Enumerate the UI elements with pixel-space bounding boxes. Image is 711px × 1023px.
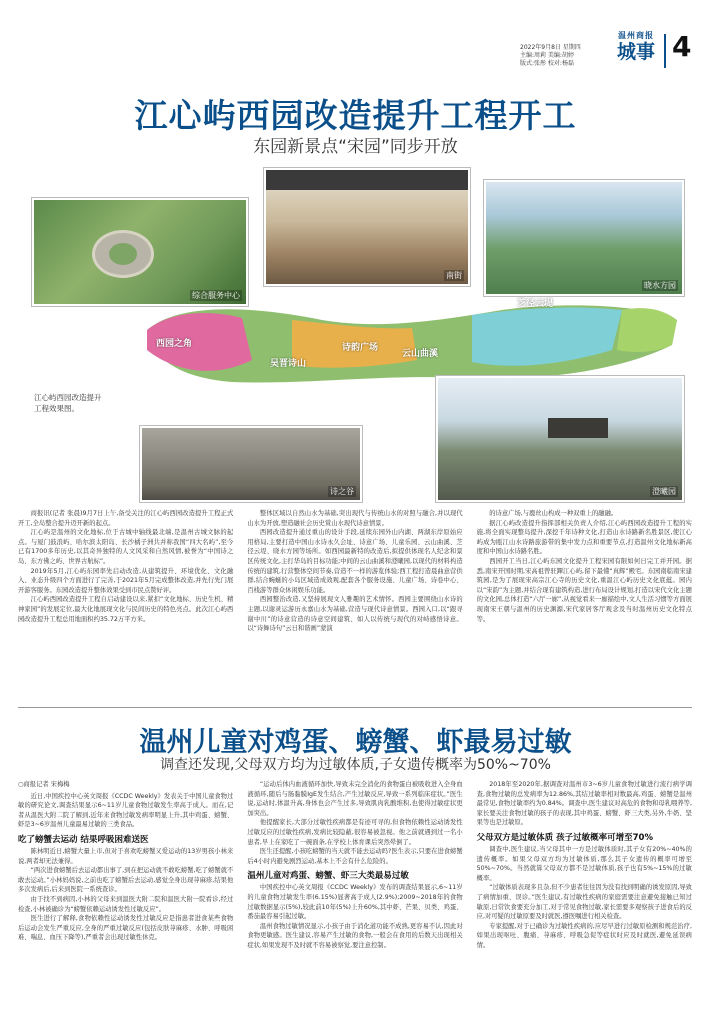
section-subhead: 父母双方是过敏体质 孩子过敏概率可增至70% — [476, 832, 653, 843]
paragraph: 医生进行了解释,食物依赖性运动诱发性过敏反应是指患者进食某些食物后运动会发生严重反应,全身的严重过敏反应(包括皮肤荨麻疹、水肿、呼吸困难、喘息、血压下降等),严重者会出现过敏性休克。 — [18, 915, 234, 942]
date-line: 2022年9月8日 星期四 — [520, 44, 581, 51]
paragraph: 西园开工当日,江心屿东园文化提升工程宋园有限如何日完工并开园。据悉,南宋开国时期,宋高祖曾驻蹕江心屿,留下最懂“真辉”殿宅。东园南临南宋建筑园,是为了展现宋高宗江心寺的历史文化,重温江心屿历史文化底蕴。园内以“宋韵”为主题,并结合现有建筑构造,进行布局设计规划,打造以宋代文化主题的文化园,总体打造“六厅一廊”,从视觉看来一廊描绘中,文人生活习惯等方面展现南宋王朝与温州的历史渊源,宋代家居客厅观念及当时温州历史文化特点等。 — [476, 557, 692, 623]
paragraph: 据江心屿改造提升指挥部相关负责人介绍,江心屿西园改造提升工程的实施,将全面实现整岛提升,深挖千年诗种文化,打造山水诗路新名胜景区,使江心屿成为瓯江山水诗路旅游带的集中发力点和重要节点,打造温州文化地标新高度和中国山水诗路名胜。 — [476, 519, 692, 556]
byline: ○商报记者 宋梅梅 — [18, 781, 70, 788]
image-caption: 江心屿西园改造提升工程效果图。 — [34, 393, 102, 413]
story2-column-1 — [18, 780, 233, 1018]
photo-label: 澄曦园 — [652, 487, 676, 496]
section-name: 城事 — [616, 41, 655, 63]
paragraph: 中国疾控中心英文周报《CCDC Weekly》发布的调查结果显示,6~11岁的儿童食物过敏发生率(6.15%)显著高于成人(2.9%);2009~2018年的食物过敏数据显示(5%),较此前10年(5%)上升60%,其中虾、芒果、贝类、鸡蛋、番茄最容易引起过敏。 — [247, 884, 463, 921]
paragraph: 西园改造提升通过重山的设计手段,延续东园外山内湖、两湖东岸原始应用格局,主要打造中国山水诗永久会址、诗意广场、儿童乐园、云山曲溪、芝径云堤、晓水方园等场所。如西园最新特的改造后,拟提供体现名人纪念和景区传统文化,主打华岛的目标功能;中间的云山曲溪和澄曦园,以现代的材料构造传统的建筑,行营整体空间节奏,营造不一样的游览体验;西工程打造晨曲意营供群,结合蜿蜒的小岛区域造成效观,配套各个服务设施、儿童广场、诗卷中心、百栈游等群众休闲娱乐功能。 — [247, 529, 463, 594]
section-subhead: 温州儿童对鸡蛋、螃蟹、虾三大类最易过敏 — [247, 871, 409, 882]
story2-column-2 — [247, 780, 462, 1018]
paragraph: 专家提醒,对于已确诊为过敏性疾病的,应尽早进行过敏原检测和规范治疗,如果出现呕吐、腹痛、荨麻疹、呼吸急促等症状时应及时就医,避免延误病情。 — [476, 922, 692, 949]
paragraph: “运动后体内血液循环加快,导致未完全消化的食物蛋白被吸收进入全身血液循环,随后与肠黏膜IgE发生结合,产生过敏反应,导致一系列临床症状。”医生说,运动时,体温升高,身体也会产生过多,导致肌肉乳酸堆积,也使得过敏症状更加突出。 — [247, 781, 463, 817]
page-number: 4 — [672, 30, 692, 63]
story1-column-1 — [18, 509, 233, 697]
paragraph: 商报讯(记者 张晨)9月7日上午,备受关注的江心屿西园改造提升工程正式开工,全岛整合提升迈开新的起点。 — [18, 510, 234, 527]
proof-line: 版式:张彤 校对:杨磊 — [520, 60, 574, 67]
paragraph: 由于找不到病因,小林的父母来到温医大附二院和温医大附一院看诊,经过检查,小林被确诊为“螃蟹依赖运动诱发性过敏反应”。 — [18, 895, 234, 913]
paper-name: 温州商报 — [618, 31, 654, 40]
editor-line: 主编:周莉 美编:胡婷 — [520, 52, 574, 59]
section-subhead: 吃了螃蟹去运动 结果呼吸困难送医 — [18, 834, 149, 845]
paragraph: 他提醒家长,大部分过敏性疾病都是有迹可寻的,但食物依赖性运动诱发性过敏反应的过敏性疾病,发病比较隐蔽,很容易被忽视。他之前就遇到过一名小患者,早上在家吃了一碗面条,在学校上体育课后突然晕倒了。 — [247, 819, 463, 846]
paragraph: 调查中,医生建议,当父母其中一方是过敏体质时,其子女有20%~40%的遗传概率。如果父母双方均为过敏体质,那么其子女遗传的概率可增至50%~70%。当然就算父母双方都不是过敏体质,孩子也有5%~15%的过敏概率。 — [476, 845, 692, 882]
paragraph: 2019年5月,江心屿东园率先启动改造,从建筑提升、环境优化、文化融入、业态升级四个方面进行了完善,于2021年5月完成整体改造,并先行先门展开游客服务。东园改造提升整体效果受到市民点赞好评。 — [18, 567, 234, 594]
masthead-divider — [664, 34, 666, 68]
story1-subheadline: 东园新景点“宋园”同步开放 — [253, 137, 458, 157]
story2-body — [18, 780, 692, 1018]
paragraph: 江心屿西园改造提升工程自启动建设以来,紧扣“文化地标、历史生机、精神家园”的发展定位,最大化地展现文化与民间历史的特色亮点。此次江心屿西园改造提升工程总用地面积约35.72万平方米。 — [18, 596, 234, 623]
photo-label: 南街 — [446, 271, 462, 280]
story2-column-3 — [477, 780, 692, 1018]
paragraph: 2018年至2020年,据调查对温州市3~6岁儿童食物过敏进行流行病学调查,食物过敏的总发病率为12.86%,其结过敏率相对数最高,鸡蛋、螃蟹是温州最常见,食物过敏率约为0.84%。调查中,医生建议对高危的食物和母乳喂养等,家长要关注食物过敏的孩子的表现,其中鸡蛋、螃蟹、虾三大类,另外,牛奶、坚果等也是过敏原。 — [476, 781, 692, 827]
masthead — [0, 0, 711, 80]
photo-chengxi-garden — [436, 376, 684, 502]
zone-label: 云山曲溪 — [402, 349, 439, 359]
photo-label: 诗之谷 — [330, 487, 354, 496]
paragraph: 医生还提醒,小孩吃螃蟹的当天就不能去运动吗?医生表示,只要在进食螃蟹后4小时内避免剧烈运动,基本上不会有什么危险的。 — [247, 848, 463, 865]
masthead-meta — [520, 44, 581, 68]
paragraph: 西园整治改造,又坚持展现文人雅趣的艺术情怀。西园主要围绕山水诗的主题,以谢灵运游历永嘉山水为基础,营造与现代诗意情景。西园入口,以“跟寻谢中川”的诗意营造的诗意空间建筑、如人以传统与现代的对峙感悟诗意。以“诗舞诗句”云日和谐画”蒙演 — [247, 596, 463, 633]
section-logo — [608, 30, 664, 63]
story1-body — [18, 509, 692, 697]
zone-label: 西园之角 — [156, 339, 193, 349]
story1-column-2 — [247, 509, 462, 697]
photo-label: 晓水方园 — [644, 281, 676, 290]
paragraph: “过敏体质表现多且杂,但不少患者往往因为没有找到明确的诱发原因,导致了病情加重、误诊。”医生建议,有过敏性疾病的家庭需要注意避免接触已知过敏原,日常饮食要充分加工,对于常见食物过敏,家长需要多观察孩子进食后的反应,对可疑的过敏原要及时就医,遵医嘱进行相关检查。 — [476, 884, 692, 921]
story2-headline: 温州儿童对鸡蛋、螃蟹、虾最易过敏 — [139, 727, 572, 758]
zone-label: 诗韵广场 — [342, 343, 379, 353]
story-divider — [18, 707, 692, 708]
eave-shape — [266, 170, 468, 190]
paragraph: 江心屿是温州的文化地标,位于古城中轴线最北端,是温州古城文脉的起点。与厦门鼓浪屿、哈尔滨太阳岛、长沙橘子洲共并称我国“四大名屿”,至今已有1700多年历史,以其奇异独特的人文风采和自然风情,被誉为“中国诗之岛、东方佛之屿、世界古航标”。 — [18, 529, 234, 565]
photo-water-garden — [484, 180, 684, 296]
paragraph: “两次进食螃蟹后去运动都出事了,到在把运动就不敢吃螃蟹,吃了螃蟹就不敢去运动。”小林妈妈说,之前也吃了螃蟹后去运动,感觉全身出现荨麻疹,结果他多次发病后,后来到医院一系统查诊。 — [18, 867, 234, 894]
story2-subheadline: 调查还发现,父母双方均为过敏体质,子女遗传概率为50%~70% — [160, 757, 551, 773]
photo-label: 综合服务中心 — [192, 291, 240, 300]
paragraph: 的诗意广场,与鹿丝山构成一种双重上的融融。 — [489, 510, 618, 517]
story1-headline: 江心屿西园改造提升工程开工 — [134, 96, 577, 135]
zone-label: 芝径云堤 — [517, 299, 554, 309]
paragraph: 近日,中国疾控中心英文周报《CCDC Weekly》发表关于中国儿童食物过敏的研究论文,调查结果显示6~11岁儿童食物过敏发生率高于成人。而在,记者从温医大附二院了解到,近年来食物过敏发病率明显上升,其中鸡蛋、螃蟹、虾是3~6岁温州儿童最易过敏的三类食品。 — [18, 792, 234, 829]
roundabout-shape — [92, 230, 154, 278]
story1-column-3 — [477, 509, 692, 697]
zone-label: 吴晋诗山 — [270, 359, 307, 369]
paragraph: 陈林明近日,螃蟹大量上市,但对于喜欢吃螃蟹又爱运动的13岁男孩小林来说,两者却无法兼得。 — [18, 847, 234, 865]
story1-image-collage — [22, 160, 690, 502]
photo-poetry-valley — [140, 426, 362, 502]
paragraph: 整体区域以自然山水为基础,突出现代与传统山水的对照与融合,并以现代山水为开放,塑造融社会历史赏山水现代诗意情景。 — [247, 510, 463, 527]
pavilion-shape — [548, 418, 608, 438]
photo-south-street — [264, 168, 470, 286]
paragraph: 温州食物过敏情况显示,小孩子由于消化道功能不成熟,更容易不认,因此对食物更敏感。医生建议,容易产生过敏的食物,一般会在食用的后数天出现相关症状,如果发现不及时就不容易被察觉,要注意控制。 — [247, 922, 463, 949]
photo-service-center — [32, 198, 248, 306]
